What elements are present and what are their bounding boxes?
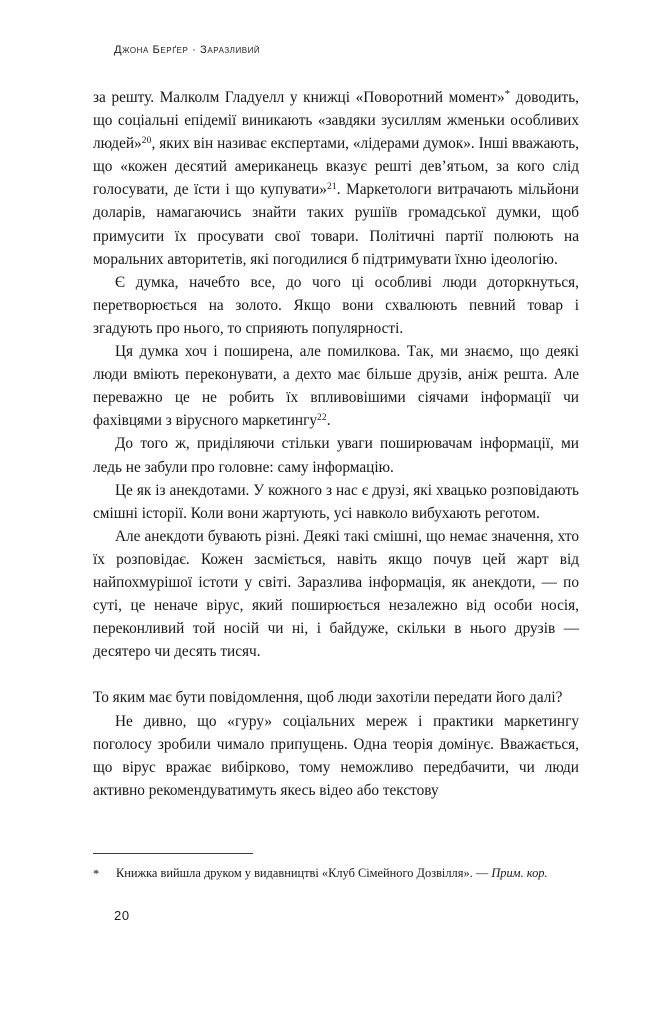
body-text-block [93, 86, 579, 802]
footnote-separator-rule [93, 853, 253, 854]
body-paragraph: До того ж, приділяючи стільки уваги поширювачам інформації, ми ледь не забули про головне: саму інформацію. [93, 435, 579, 476]
footnote-reference-asterisk: * [504, 88, 511, 101]
body-paragraph: То яким має бути повідомлення, щоб люди захотіли передати його далі? [93, 689, 563, 707]
body-paragraph: Ця думка хоч і поширена, але помилкова. Так, ми знаємо, що деякі люди вміють переконувати, а дехто має більше друзів, аніж решта. Але переважно це не робить їх впливовішими сіячами інформації чи фахівцями з вірусного маркетингу$^{22}$. [93, 343, 579, 430]
footnote-attribution: Прим. кор. [491, 866, 548, 880]
footnote-text: Книжка вийшла друком у видавництві «Клуб Сімейного Дозвілля». — [116, 866, 492, 880]
body-paragraph: Є думка, начебто все, до чого ці особливі люди доторкнуться, перетворюється на золото. Якщо вони схвалюють певний товар і згадують про нього, то сприяють популярності. [93, 273, 579, 337]
footnote-marker: * [93, 867, 100, 881]
running-head: Джона Берґер · Заразливий [114, 44, 261, 56]
page-number: 20 [114, 908, 130, 923]
body-paragraph: Але анекдоти бувають різні. Деякі такі смішні, що немає значення, хто їх розповідає. Кожен засміється, навіть якщо почув цей жарт від найпохмурішої істоти у світі. Заразлива інформація, як анекдоти, — по суті, це неначе вірус, який поширюється незалежно від особи носія, переконливий той носій чи ні, і байдуже, скільки в нього друзів — десятеро чи десять тисяч. [93, 527, 579, 661]
body-paragraph: Це як із анекдотами. У кожного з нас є друзі, які хвацько розповідають смішні історії. Коли вони жартують, усі навколо вибухають реготом. [93, 481, 579, 522]
body-paragraph: Не дивно, що «гуру» соціальних мереж і практики маркетингу поголосу зробили чимало припущень. Одна теорія домінує. Вважається, що вірус вражає вибірково, тому неможливо передбачити, чи люди активно рекомендуватимуть якесь відео або текстову [93, 712, 579, 799]
footnote-area [93, 853, 579, 881]
endnote-reference: 22 [317, 413, 327, 424]
endnote-reference: 20 [141, 136, 152, 147]
body-paragraph: за решту. Малколм Гладуелл у книжці «Поворотний момент»* доводить, що соціальні епідемії виникають «завдяки зусиллям жменьки особливих людей»$^{20}$, яких він називає експертами, «лідерами думок». Інші вважають, що «кожен десятий американець вказує решті дев’ятьом, за кого слід голосувати, де їсти і що купувати»$^{21}$. Маркетологи витрачають мільйони доларів, намагаючись знайти таких рушіїв громадської думки, щоб примусити їх просувати свої товари. Політичні партії полюють на моральних авторитетів, які погодилися б підтримувати їхню ідеологію. [93, 88, 579, 268]
footnote-entry [93, 865, 579, 881]
endnote-reference: 21 [326, 182, 337, 193]
